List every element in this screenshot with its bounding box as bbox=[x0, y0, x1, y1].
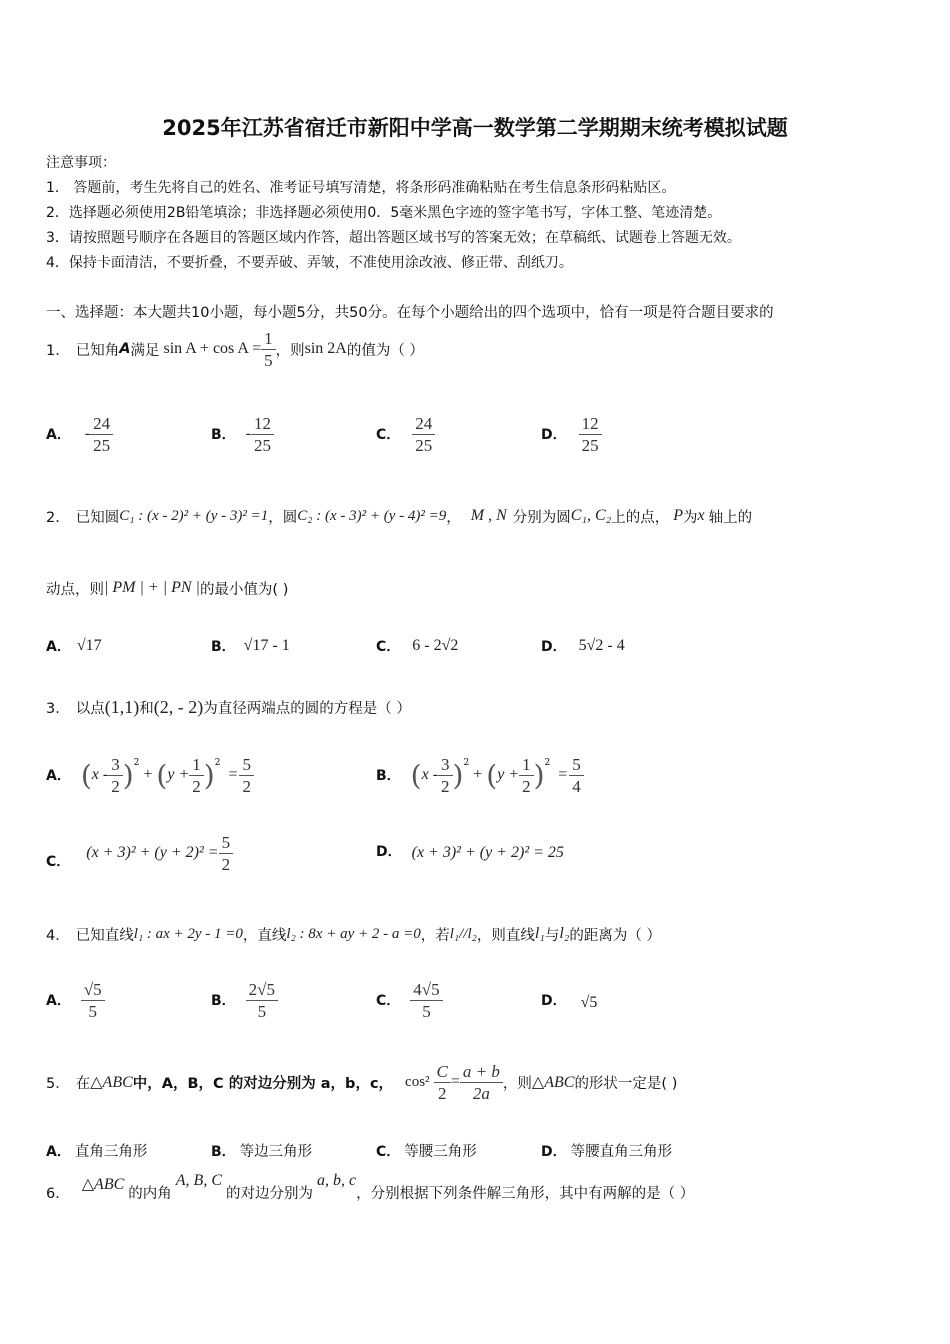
math-expression: | PM | + | PN | bbox=[104, 579, 200, 596]
math-var: P bbox=[673, 507, 683, 524]
fraction: $\frac{24}{25}$ bbox=[412, 413, 435, 456]
math-var: l₁ bbox=[534, 925, 545, 942]
sign: - bbox=[245, 425, 251, 442]
question-number: 4． bbox=[46, 927, 70, 944]
question-4 bbox=[46, 914, 661, 954]
option-text: 直角三角形 bbox=[74, 1144, 148, 1160]
question-text: ，则 bbox=[502, 1075, 532, 1092]
option-text: 等腰三角形 bbox=[404, 1144, 477, 1160]
question-text: ，圆 bbox=[268, 509, 298, 526]
math-var: A bbox=[119, 341, 131, 357]
option-text: 等边三角形 bbox=[239, 1144, 313, 1160]
math-expression: l₁//l₂ bbox=[449, 925, 477, 942]
option-label: C． bbox=[376, 993, 401, 1009]
question-text: 的最小值为( ) bbox=[199, 581, 289, 598]
math-expression: sin A + cos A = bbox=[163, 340, 262, 357]
math-expression: (2, - 2) bbox=[153, 696, 204, 717]
option-a[interactable] bbox=[46, 979, 211, 1022]
question-text: ，则直线 bbox=[476, 927, 535, 944]
option-b[interactable] bbox=[211, 979, 376, 1022]
question-text: 为直径两端点的圆的方程是（ ） bbox=[203, 700, 411, 717]
question-6 bbox=[46, 1172, 694, 1212]
option-row bbox=[46, 1140, 741, 1161]
math-expression: l₂ : 8x + ay + 2 - a =0 bbox=[286, 925, 421, 942]
question-2 bbox=[46, 496, 752, 536]
question-text: 的对边分别为 bbox=[225, 1185, 313, 1202]
fraction: $\frac{5}{2}$ bbox=[219, 832, 234, 875]
option-label: A． bbox=[46, 768, 71, 784]
question-number: 2． bbox=[46, 509, 70, 526]
notice-item: 4．保持卡面清洁，不要折叠，不要弄破、弄皱，不准使用涂改液、修正带、刮纸刀。 bbox=[46, 255, 573, 271]
option-value: √5 bbox=[580, 994, 598, 1011]
option-label: B． bbox=[211, 1143, 236, 1160]
option-label: D． bbox=[541, 1143, 567, 1160]
question-text: ， bbox=[446, 509, 461, 526]
option-b[interactable] bbox=[211, 1140, 376, 1161]
option-label: C． bbox=[376, 1143, 401, 1160]
question-text: 为 bbox=[682, 509, 698, 526]
math-expression: cos² bbox=[405, 1073, 430, 1090]
fraction: $\frac{3}{2}$ bbox=[438, 754, 453, 797]
question-number: 1． bbox=[46, 342, 70, 359]
fraction: $\frac{√5}{5}$ bbox=[81, 979, 105, 1022]
math-expression: y + bbox=[167, 766, 190, 783]
math-expression: = bbox=[450, 1073, 460, 1090]
option-label: D． bbox=[541, 427, 567, 443]
question-text: ，分别根据下列条件解三角形，其中有两解的是（ ） bbox=[356, 1185, 695, 1202]
option-c[interactable] bbox=[376, 979, 541, 1022]
option-label: A． bbox=[46, 993, 71, 1009]
notice-heading: 注意事项： bbox=[46, 155, 116, 171]
option-a[interactable] bbox=[46, 636, 211, 656]
question-1 bbox=[46, 326, 424, 372]
option-c[interactable] bbox=[376, 636, 541, 656]
option-text: 等腰直角三角形 bbox=[570, 1144, 673, 1160]
question-text: 轴上的 bbox=[708, 509, 753, 526]
math-expression: a, b, c bbox=[316, 1172, 357, 1189]
page-title: 2025年江苏省宿迁市新阳中学高一数学第二学期期末统考模拟试题 bbox=[162, 116, 788, 140]
question-text: 已知圆 bbox=[75, 509, 120, 526]
math-expression: (x + 3)² + (y + 2)² = bbox=[86, 844, 219, 861]
option-row bbox=[46, 744, 706, 806]
fraction: $\frac{3}{2}$ bbox=[108, 754, 123, 797]
option-label: A． bbox=[46, 427, 71, 443]
question-5 bbox=[46, 1056, 677, 1108]
fraction: $\frac{24}{25}$ bbox=[90, 413, 113, 456]
option-value: √17 bbox=[76, 637, 102, 654]
math-expression: sin 2A bbox=[304, 340, 347, 357]
question-number: 6． bbox=[46, 1185, 70, 1202]
question-text: 满足 bbox=[130, 342, 160, 359]
fraction: $\frac{5}{2}$ bbox=[239, 754, 254, 797]
question-text: ，若 bbox=[420, 927, 450, 944]
option-label: B． bbox=[376, 768, 401, 784]
question-text: 分别为圆 bbox=[512, 509, 571, 526]
math-expression: l₁ : ax + 2y - 1 =0 bbox=[133, 925, 243, 942]
math-expression: △ABC bbox=[531, 1074, 575, 1091]
option-d[interactable] bbox=[541, 1140, 741, 1161]
question-text: 中，A，B，C 的对边分别为 a，b，c， bbox=[132, 1075, 394, 1092]
option-d[interactable] bbox=[541, 636, 706, 656]
option-label: C． bbox=[376, 427, 401, 443]
question-text: ，则 bbox=[275, 342, 305, 359]
fraction: $\frac{1}{2}$ bbox=[189, 754, 204, 797]
option-row bbox=[46, 628, 706, 664]
question-text: 与 bbox=[544, 927, 560, 944]
question-text: 已知角 bbox=[75, 342, 120, 359]
question-text: ，直线 bbox=[242, 927, 287, 944]
option-d[interactable] bbox=[376, 841, 706, 865]
fraction: $\frac{C}{2}$ bbox=[434, 1061, 451, 1104]
question-text: 已知直线 bbox=[75, 927, 134, 944]
math-expression: △ABC bbox=[81, 1176, 125, 1193]
question-text: 上的点， bbox=[611, 509, 670, 526]
math-expression: C₁, C₂ bbox=[570, 507, 612, 524]
option-c[interactable] bbox=[376, 1140, 541, 1161]
math-expression: C₁ : (x - 2)² + (y - 3)² =1 bbox=[119, 507, 269, 524]
option-b[interactable] bbox=[211, 413, 376, 456]
option-d[interactable] bbox=[541, 413, 706, 456]
fraction: $\frac{1}{2}$ bbox=[519, 754, 534, 797]
option-label: D． bbox=[376, 844, 402, 860]
fraction: $\frac{1}{5}$ bbox=[261, 328, 276, 371]
math-expression: x - bbox=[91, 766, 109, 783]
math-expression: A, B, C bbox=[175, 1172, 222, 1189]
fraction: $\frac{a + b}{2a}$ bbox=[460, 1061, 503, 1104]
option-c[interactable] bbox=[46, 832, 376, 875]
fraction: $\frac{5}{4}$ bbox=[569, 754, 584, 797]
option-label: D． bbox=[541, 993, 567, 1009]
option-label: B． bbox=[211, 993, 236, 1009]
option-label: A． bbox=[46, 1143, 71, 1160]
question-text: 以点 bbox=[75, 700, 105, 717]
notice-item: 3．请按照题号顺序在各题目的答题区域内作答，超出答题区域书写的答案无效；在草稿纸、试题卷上答题无效。 bbox=[46, 230, 741, 246]
math-expression: y + bbox=[497, 766, 520, 783]
math-expression: C₂ : (x - 3)² + (y - 4)² =9 bbox=[297, 507, 447, 524]
math-expression: (x + 3)² + (y + 2)² = 25 bbox=[411, 844, 564, 861]
option-b[interactable]: B． ( x - $\frac{3}{2}$ ) $^2$ + ( y + $\frac{1}{2}$ ) $^2$ = $\frac{5}{4}$ bbox=[376, 754, 706, 797]
option-c[interactable] bbox=[376, 413, 541, 456]
math-var: l₂ bbox=[559, 925, 570, 942]
sign: - bbox=[84, 425, 91, 442]
question-3 bbox=[46, 688, 411, 726]
option-row bbox=[46, 409, 706, 459]
question-text: 的距离为（ ） bbox=[569, 927, 661, 944]
math-expression: M , N bbox=[470, 507, 507, 524]
option-b[interactable] bbox=[211, 636, 376, 656]
question-text: 的内角 bbox=[128, 1185, 172, 1202]
option-value: 6 - 2√2 bbox=[412, 637, 459, 654]
question-2-cont bbox=[46, 568, 288, 608]
option-label: B． bbox=[211, 427, 236, 443]
option-label: B． bbox=[211, 639, 236, 655]
notice-item: 2．选择题必须使用2B铅笔填涂；非选择题必须使用0．5毫米黑色字迹的签字笔书写，字体工整、笔迹清楚。 bbox=[46, 205, 722, 221]
fraction: $\frac{12}{25}$ bbox=[579, 413, 602, 456]
question-number: 3． bbox=[46, 700, 70, 717]
math-expression: x - bbox=[421, 766, 439, 783]
fraction: $\frac{4√5}{5}$ bbox=[410, 979, 442, 1022]
option-value: 5√2 - 4 bbox=[578, 637, 625, 654]
option-label: C． bbox=[376, 639, 401, 655]
option-label: A． bbox=[46, 639, 71, 655]
option-a[interactable]: A． ( x - $\frac{3}{2}$ ) $^2$ + ( y + $\frac{1}{2}$ ) $^2$ = $\frac{5}{2}$ bbox=[46, 754, 376, 797]
question-text: 和 bbox=[139, 700, 154, 717]
question-text: 动点，则 bbox=[46, 581, 104, 598]
math-expression: (1,1) bbox=[104, 696, 140, 717]
option-row bbox=[46, 974, 706, 1026]
question-text: 在 bbox=[75, 1075, 91, 1092]
notice-item: 1． 答题前，考生先将自己的姓名、准考证号填写清楚，将条形码准确粘贴在考生信息条形码粘贴区。 bbox=[46, 180, 676, 196]
option-label: D． bbox=[541, 639, 567, 655]
section-heading: 一、选择题：本大题共10小题，每小题5分，共50分。在每个小题给出的四个选项中，恰有一项是符合题目要求的 bbox=[46, 305, 774, 321]
question-number: 5． bbox=[46, 1075, 70, 1092]
option-value: √17 - 1 bbox=[243, 637, 290, 654]
option-label: C． bbox=[46, 853, 71, 870]
fraction: $\frac{2√5}{5}$ bbox=[246, 979, 278, 1022]
option-row bbox=[46, 828, 706, 878]
option-a[interactable] bbox=[46, 413, 211, 456]
math-expression: △ABC bbox=[90, 1074, 133, 1091]
option-d[interactable] bbox=[541, 988, 706, 1012]
fraction: $\frac{12}{25}$ bbox=[251, 413, 274, 456]
question-text: 的形状一定是( ) bbox=[574, 1075, 678, 1092]
option-a[interactable] bbox=[46, 1140, 211, 1161]
math-var: x bbox=[697, 507, 705, 524]
question-text: 的值为（ ） bbox=[346, 342, 424, 359]
